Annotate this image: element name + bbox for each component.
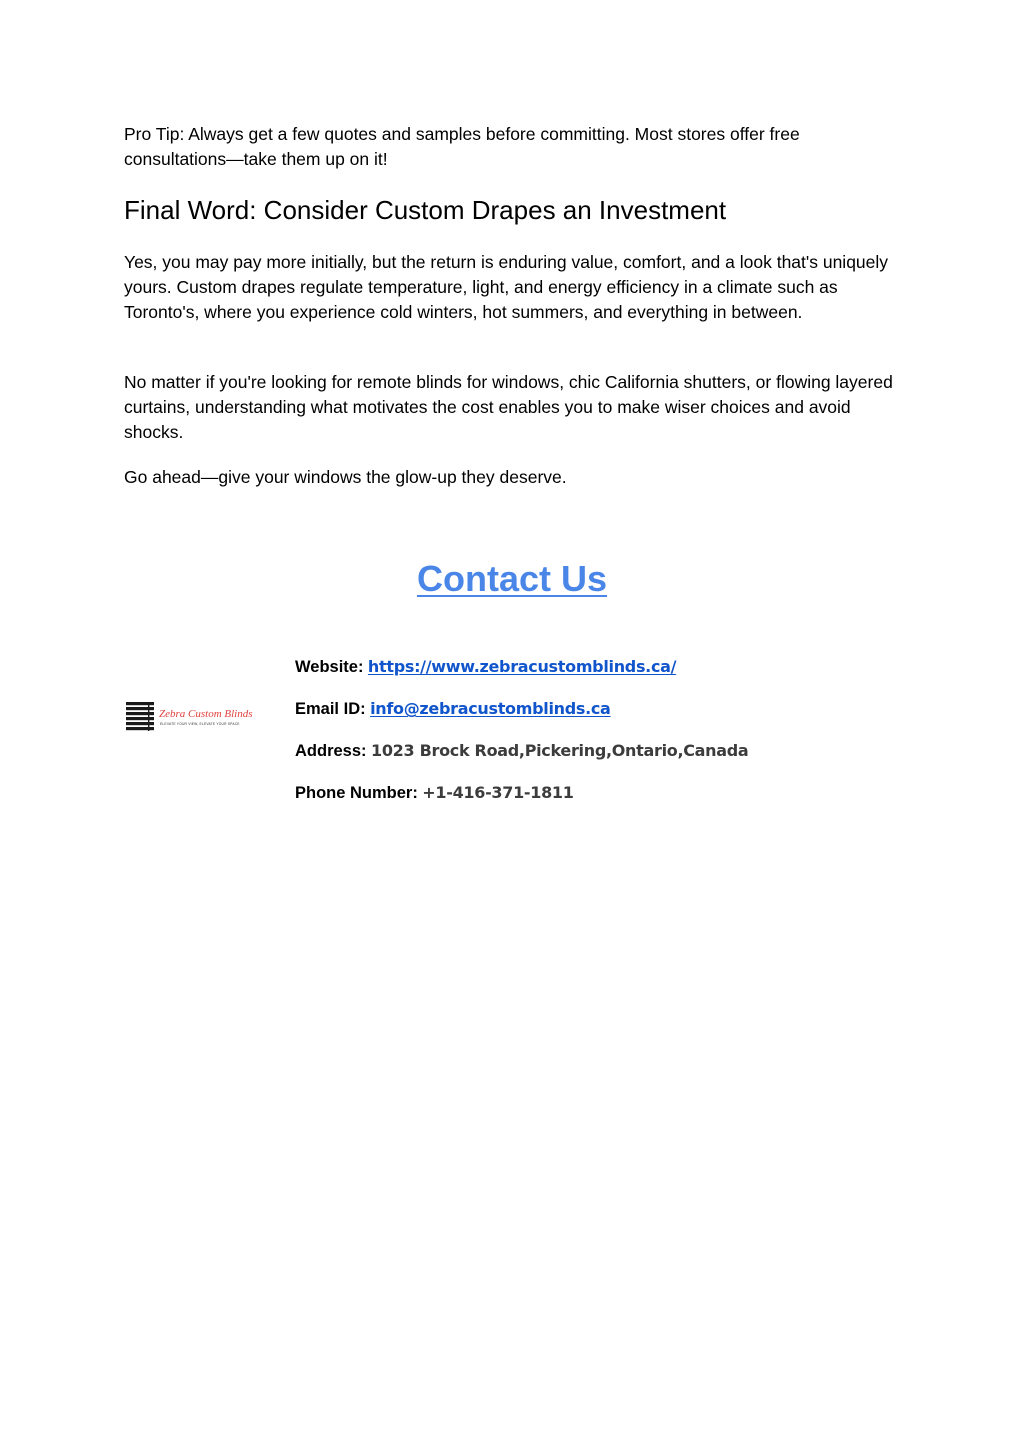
body-paragraph-1: Yes, you may pay more initially, but the return is enduring value, comfort, and a look that's uniquely yours. Custom drapes regulate temperature, light, and energy efficiency in a climate such as Toronto's, where you experience cold winters, hot summers, and everything in between. (124, 252, 889, 322)
pro-tip-paragraph: Pro Tip: Always get a few quotes and samples before committing. Most stores offer free consultations—take them up on it! (124, 124, 800, 169)
company-logo (124, 698, 258, 736)
website-link[interactable]: https://www.zebracustomblinds.ca/ (367, 657, 677, 676)
contact-us-link[interactable]: Contact Us (416, 558, 608, 599)
window-blinds-icon (124, 698, 258, 736)
phone-line (295, 781, 574, 806)
phone-value: +1-416-371-1811 (422, 783, 574, 802)
body-paragraph-2: No matter if you're looking for remote blinds for windows, chic California shutters, or flowing layered curtains, understanding what motivates the cost enables you to make wiser choices and avoid shocks. (124, 372, 893, 442)
phone-label: Phone Number: (295, 784, 418, 802)
section-heading: Final Word: Consider Custom Drapes an Investment (124, 195, 727, 225)
body-paragraph-3: Go ahead—give your windows the glow-up they deserve. (124, 467, 567, 487)
website-label: Website: (295, 658, 364, 676)
email-line (295, 697, 611, 722)
svg-text:Zebra Custom Blinds: Zebra Custom Blinds (159, 708, 253, 720)
website-line (295, 655, 676, 680)
address-label: Address: (295, 742, 367, 760)
address-value: 1023 Brock Road,Pickering,Ontario,Canada (370, 741, 749, 760)
email-label: Email ID: (295, 700, 366, 718)
email-link[interactable]: info@zebracustomblinds.ca (370, 699, 611, 718)
address-line (295, 739, 748, 764)
svg-text:ELEVATE YOUR VIEW, ELEVATE YOU: ELEVATE YOUR VIEW, ELEVATE YOUR SPACE (160, 722, 240, 726)
contact-title (0, 556, 1024, 602)
